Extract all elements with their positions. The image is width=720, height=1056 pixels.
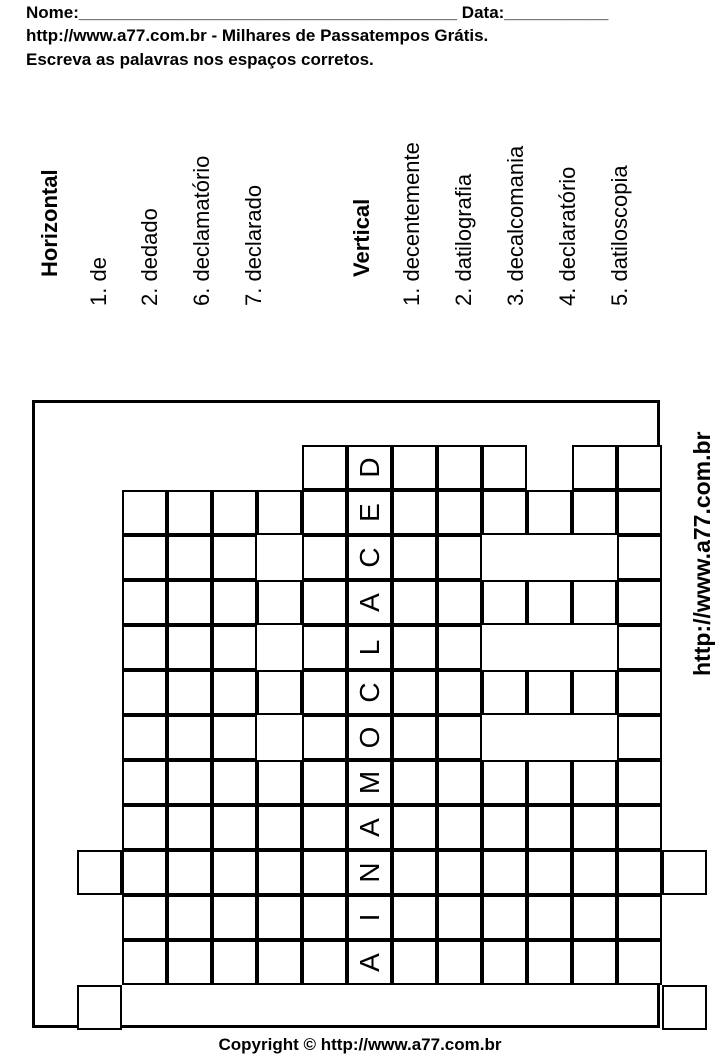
crossword-cell[interactable] — [302, 625, 347, 670]
crossword-cell[interactable] — [212, 760, 257, 805]
crossword-cell[interactable] — [212, 580, 257, 625]
crossword-cell[interactable] — [617, 670, 662, 715]
crossword-cell[interactable] — [167, 760, 212, 805]
crossword-cell[interactable] — [122, 895, 167, 940]
crossword-cell[interactable] — [302, 715, 347, 760]
cell-letter: C — [353, 547, 385, 568]
cell-letter: C — [353, 682, 385, 703]
crossword-cell[interactable] — [302, 445, 347, 490]
crossword-cell[interactable] — [437, 445, 482, 490]
crossword-cell[interactable] — [617, 895, 662, 940]
crossword-cell[interactable] — [482, 670, 527, 715]
crossword-cell[interactable] — [347, 940, 392, 985]
crossword-cell[interactable] — [212, 715, 257, 760]
crossword-cell[interactable] — [572, 580, 617, 625]
cell-letter: A — [353, 593, 385, 612]
crossword-cell[interactable] — [122, 760, 167, 805]
crossword-cell[interactable] — [392, 535, 437, 580]
crossword-cell[interactable] — [347, 805, 392, 850]
crossword-cell[interactable] — [617, 715, 662, 760]
crossword-cell[interactable] — [167, 895, 212, 940]
crossword-cell[interactable] — [617, 805, 662, 850]
crossword-cell[interactable] — [392, 805, 437, 850]
vertical-clue-4: 4. declaratório — [555, 166, 580, 306]
crossword-cell[interactable] — [482, 760, 527, 805]
crossword-cell[interactable] — [617, 850, 662, 895]
crossword-cell[interactable] — [167, 670, 212, 715]
crossword-cell[interactable] — [302, 535, 347, 580]
cell-letter: O — [353, 726, 385, 749]
crossword-cell[interactable] — [392, 715, 437, 760]
crossword-cell[interactable] — [437, 715, 482, 760]
crossword-cell[interactable] — [617, 580, 662, 625]
crossword-cell[interactable] — [617, 625, 662, 670]
crossword-cell[interactable] — [392, 670, 437, 715]
crossword-cell[interactable] — [437, 805, 482, 850]
crossword-cell[interactable] — [77, 985, 122, 1030]
crossword-cell[interactable] — [257, 490, 302, 535]
crossword-cell[interactable] — [212, 490, 257, 535]
crossword-cell[interactable] — [122, 940, 167, 985]
crossword-cell[interactable] — [212, 535, 257, 580]
crossword-cell[interactable] — [482, 850, 527, 895]
vertical-clue-5: 5. datiloscopia — [607, 165, 632, 306]
crossword-cell[interactable] — [212, 940, 257, 985]
crossword-cell[interactable] — [437, 895, 482, 940]
crossword-cell[interactable] — [482, 940, 527, 985]
crossword-cell[interactable] — [257, 670, 302, 715]
crossword-cell[interactable] — [212, 670, 257, 715]
crossword-cell[interactable] — [527, 580, 572, 625]
crossword-cell[interactable] — [482, 895, 527, 940]
crossword-cell[interactable] — [392, 445, 437, 490]
cell-letter: D — [353, 457, 385, 478]
side-url: http://www.a77.com.br — [689, 431, 715, 676]
cell-letter: I — [353, 913, 385, 922]
crossword-cell[interactable] — [617, 490, 662, 535]
crossword-cell[interactable] — [437, 760, 482, 805]
crossword-cell[interactable] — [257, 805, 302, 850]
crossword-cell[interactable] — [617, 535, 662, 580]
crossword-cell[interactable] — [167, 940, 212, 985]
crossword-cell[interactable] — [437, 850, 482, 895]
crossword-cell[interactable] — [212, 850, 257, 895]
crossword-cell[interactable] — [572, 940, 617, 985]
crossword-cell[interactable] — [167, 625, 212, 670]
crossword-cell[interactable] — [527, 940, 572, 985]
crossword-cell[interactable] — [302, 490, 347, 535]
vertical-clue-3: 3. decalcomania — [503, 145, 528, 306]
name-date-line: Nome:________________________________________ Data:___________ — [26, 3, 609, 22]
crossword-cell[interactable] — [167, 580, 212, 625]
cell-letter: N — [353, 862, 385, 883]
crossword-cell[interactable] — [437, 625, 482, 670]
cell-letter: A — [353, 818, 385, 837]
cell-letter: A — [353, 953, 385, 972]
crossword-cell[interactable] — [122, 670, 167, 715]
crossword-cell[interactable] — [302, 850, 347, 895]
crossword-cell[interactable] — [302, 580, 347, 625]
crossword-cell[interactable] — [302, 895, 347, 940]
crossword-cell[interactable] — [527, 760, 572, 805]
crossword-cell[interactable] — [437, 580, 482, 625]
crossword-cell[interactable] — [572, 805, 617, 850]
horizontal-clue-2: 2. dedado — [137, 208, 162, 306]
crossword-cell[interactable] — [527, 895, 572, 940]
crossword-cell[interactable] — [257, 895, 302, 940]
crossword-cell[interactable] — [302, 760, 347, 805]
cell-letter: E — [353, 503, 385, 522]
crossword-cell[interactable] — [392, 940, 437, 985]
crossword-cell[interactable] — [347, 580, 392, 625]
crossword-cell[interactable] — [347, 895, 392, 940]
crossword-cell[interactable] — [392, 850, 437, 895]
horizontal-heading: Horizontal — [37, 169, 62, 277]
crossword-cell[interactable] — [347, 535, 392, 580]
crossword-cell[interactable] — [527, 490, 572, 535]
crossword-cell[interactable] — [302, 670, 347, 715]
crossword-cell[interactable] — [617, 760, 662, 805]
copyright-footer: Copyright © http://www.a77.com.br — [218, 1035, 502, 1054]
crossword-cell[interactable] — [617, 445, 662, 490]
crossword-cell[interactable] — [392, 490, 437, 535]
crossword-cell[interactable] — [167, 535, 212, 580]
crossword-cell[interactable] — [572, 490, 617, 535]
crossword-cell[interactable] — [257, 580, 302, 625]
vertical-heading: Vertical — [349, 198, 374, 277]
crossword-cell[interactable] — [122, 805, 167, 850]
crossword-cell[interactable] — [347, 445, 392, 490]
crossword-cell[interactable] — [437, 940, 482, 985]
horizontal-clue-7: 7. declarado — [241, 184, 266, 306]
crossword-cell[interactable] — [122, 625, 167, 670]
crossword-cell[interactable] — [302, 940, 347, 985]
crossword-cell[interactable] — [212, 805, 257, 850]
crossword-cell[interactable] — [347, 760, 392, 805]
crossword-cell[interactable] — [482, 490, 527, 535]
crossword-cell[interactable] — [617, 940, 662, 985]
instruction-line: Escreva as palavras nos espaços corretos. — [26, 50, 374, 69]
crossword-cell[interactable] — [347, 490, 392, 535]
crossword-cell[interactable] — [167, 490, 212, 535]
crossword-cell[interactable] — [167, 715, 212, 760]
crossword-cell[interactable] — [392, 760, 437, 805]
crossword-cell[interactable] — [302, 805, 347, 850]
crossword-cell[interactable] — [167, 850, 212, 895]
vertical-clue-2: 2. datilografia — [451, 173, 476, 306]
crossword-cell[interactable] — [482, 580, 527, 625]
crossword-cell[interactable] — [122, 490, 167, 535]
crossword-cell[interactable] — [572, 760, 617, 805]
crossword-cell[interactable] — [437, 490, 482, 535]
crossword-cell[interactable] — [257, 850, 302, 895]
crossword-cell[interactable] — [437, 670, 482, 715]
crossword-cell[interactable] — [212, 895, 257, 940]
horizontal-clue-1: 1. de — [86, 257, 111, 306]
vertical-clue-1: 1. decentemente — [399, 142, 424, 306]
crossword-cell[interactable] — [527, 850, 572, 895]
crossword-cell[interactable] — [347, 625, 392, 670]
crossword-cell[interactable] — [77, 850, 122, 895]
crossword-cell[interactable] — [392, 580, 437, 625]
crossword-cell[interactable] — [527, 805, 572, 850]
cell-letter: L — [353, 639, 385, 656]
crossword-cell[interactable] — [572, 445, 617, 490]
crossword-cell[interactable] — [122, 580, 167, 625]
crossword-cell[interactable] — [482, 445, 527, 490]
crossword-cell[interactable] — [347, 715, 392, 760]
crossword-cell[interactable] — [122, 850, 167, 895]
crossword-cell[interactable] — [392, 625, 437, 670]
crossword-cell[interactable] — [437, 535, 482, 580]
crossword-cell[interactable] — [257, 760, 302, 805]
crossword-cell[interactable] — [347, 670, 392, 715]
site-line: http://www.a77.com.br - Milhares de Passatempos Grátis. — [26, 26, 489, 45]
crossword-cell[interactable] — [257, 940, 302, 985]
horizontal-clue-6: 6. declamatório — [189, 155, 214, 306]
crossword-cell[interactable] — [572, 850, 617, 895]
crossword-cell[interactable] — [122, 535, 167, 580]
crossword-cell[interactable] — [662, 850, 707, 895]
crossword-cell[interactable] — [572, 895, 617, 940]
crossword-cell[interactable] — [122, 715, 167, 760]
crossword-cell[interactable] — [527, 670, 572, 715]
crossword-cell[interactable] — [482, 805, 527, 850]
crossword-cell[interactable] — [347, 850, 392, 895]
cell-letter: M — [353, 770, 385, 795]
crossword-cell[interactable] — [572, 670, 617, 715]
crossword-cell[interactable] — [662, 985, 707, 1030]
crossword-cell[interactable] — [212, 625, 257, 670]
crossword-cell[interactable] — [392, 895, 437, 940]
crossword-cell[interactable] — [167, 805, 212, 850]
